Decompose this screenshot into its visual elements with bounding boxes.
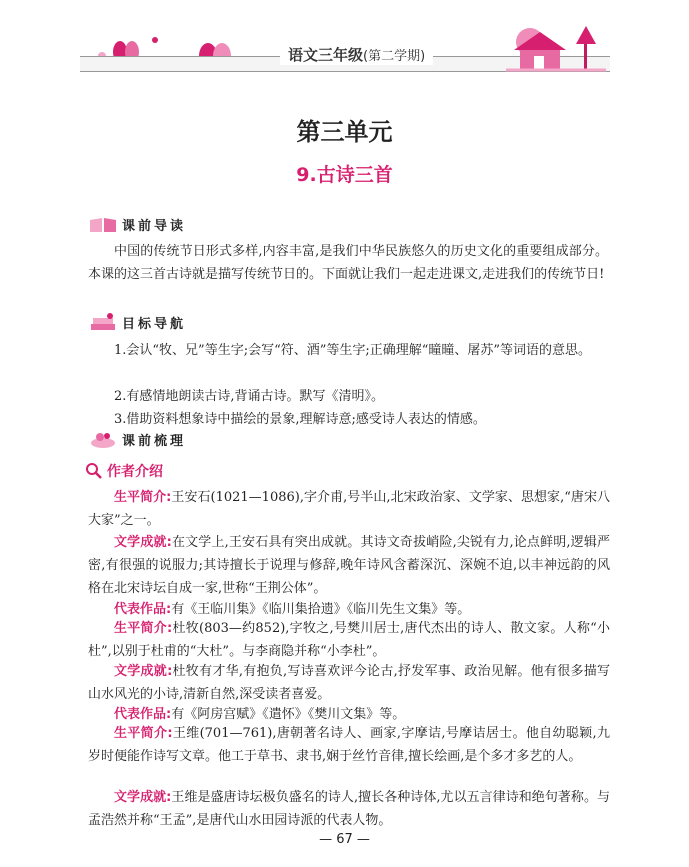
author-item-wang-wei-achievement: 文学成就:王维是盛唐诗坛极负盛名的诗人,擅长各种诗体,尤以五言律诗和绝句著称。与孟浩然并称“王孟”,是唐代山水田园诗派的代表人物。 xyxy=(88,790,610,828)
lesson-title: 9.古诗三首 xyxy=(296,164,393,186)
flower-book-icon xyxy=(88,429,118,449)
author-item-wang-wei-bio: 生平简介:王维(701—761),唐朝著名诗人、画家,字摩诘,号摩诘居士。他自幼聪颖,九岁时便能作诗写文章。他工于草书、隶书,娴于丝竹音律,擅长绘画,是个多才多艺的人。 xyxy=(88,726,610,764)
goal-item-1: 1.会认“牧、兄”等生字;会写“符、酒”等生字;正确理解“曈曈、屠苏”等词语的意思。 xyxy=(114,343,592,358)
house-tree-decoration xyxy=(500,22,610,76)
author-item-du-mu-bio: 生平简介:杜牧(803—约852),字牧之,号樊川居士,唐代杰出的诗人、散文家。人称“小杜”,以别于杜甫的“大杜”。与李商隐并称“小李杜”。 xyxy=(88,621,610,659)
magnifier-icon xyxy=(85,462,103,480)
goal-item-3: 3.借助资料想象诗中描绘的景象,理解诗意;感受诗人表达的情感。 xyxy=(114,412,486,427)
book-stack-icon xyxy=(88,312,118,332)
author-item-wang-anshi-works: 代表作品:有《王临川集》《临川集拾遗》《临川先生文集》等。 xyxy=(114,602,471,617)
page-number: — 67 — xyxy=(319,832,370,847)
section-goals-heading: 目标导航 xyxy=(88,311,186,333)
page-header xyxy=(80,22,610,80)
unit-title: 第三单元 xyxy=(296,118,393,146)
author-item-du-mu-works: 代表作品:有《阿房宫赋》《遣怀》《樊川文集》等。 xyxy=(114,707,406,722)
preview-paragraph: 中国的传统节日形式多样,内容丰富,是我们中华民族悠久的历史文化的重要组成部分。本课的这三首古诗就是描写传统节日的。下面就让我们一起走进课文,走进我们的传统节日! xyxy=(88,244,608,282)
author-item-wang-anshi-bio: 生平简介:王安石(1021—1086),字介甫,号半山,北宋政治家、文学家、思想家,“唐宋八大家”之一。 xyxy=(88,490,610,528)
section-sorting-heading: 课前梳理 xyxy=(88,428,186,450)
author-item-wang-anshi-achievement: 文学成就:在文学上,王安石具有突出成就。其诗文奇拔峭险,尖锐有力,论点鲜明,逻辑严密,有很强的说服力;其诗擅长于说理与修辞,晚年诗风含蓄深沉、深婉不迫,以丰神远韵的风格在北宋诗坛自成一家,世称“王荆公体”。 xyxy=(88,535,610,596)
header-title: 语文三年级(第二学期) xyxy=(280,44,433,65)
author-intro-heading: 作者介绍 xyxy=(85,461,163,481)
author-item-du-mu-achievement: 文学成就:杜牧有才华,有抱负,写诗喜欢评今论古,抒发军事、政治见解。他有很多描写山水风光的小诗,清新自然,深受读者喜爱。 xyxy=(88,664,610,702)
section-preview-heading: 课前导读 xyxy=(88,213,186,235)
goal-item-2: 2.有感情地朗读古诗,背诵古诗。默写《清明》。 xyxy=(114,389,385,404)
open-book-icon xyxy=(88,214,118,234)
